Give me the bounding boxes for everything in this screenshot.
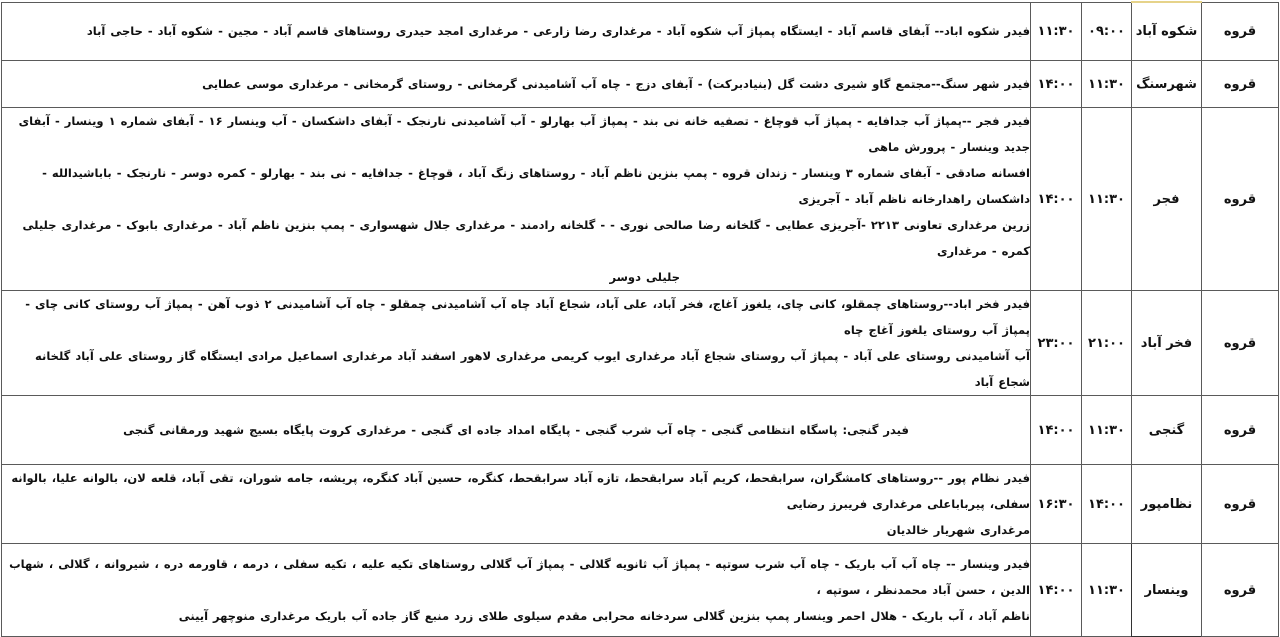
affected-areas-cell [2, 544, 1031, 637]
desc-line: مرغداری شهریار خالدیان [886, 523, 1030, 537]
desc-line: فیدر گنجی: پاسگاه انتظامی گنجی - چاه آب شرب گنجی - پایگاه امداد جاده ای گنجی - مرغداری کروت پایگاه بسیج شهید ورمقانی گنجی [123, 423, 909, 437]
affected-areas-cell [2, 2, 1031, 61]
city-cell: قروه [1202, 61, 1279, 108]
end-time-cell: ۱۴:۰۰ [1031, 396, 1082, 465]
end-time-cell: ۲۳:۰۰ [1031, 291, 1082, 396]
table-row [2, 108, 1279, 291]
area-cell: نظامپور [1132, 465, 1202, 544]
area-cell: فخر آباد [1132, 291, 1202, 396]
desc-line: ناظم آباد ، آب باریک - هلال احمر وینسار پمپ بنزین گلالی سردخانه محرابی مقدم سیلوی طلای زرد منبع گاز جاده آب باریک مرغداری منوچهر آیینی [178, 609, 1030, 623]
start-time-cell: ۲۱:۰۰ [1082, 291, 1132, 396]
city-cell: قروه [1202, 291, 1279, 396]
table-row [2, 396, 1279, 465]
area-cell: شکوه آباد [1132, 2, 1202, 61]
city-cell: قروه [1202, 396, 1279, 465]
desc-line: زرین مرغداری تعاونی ۲۲۱۳ -آجریزی عطایی - گلخانه رضا صالحی نوری - - گلخانه رادمند - مرغداری جلال شهسواری - پمپ بنزین ناظم آباد - مرغداری بابوک - مرغداری جلیلی کمره - مرغداری [22, 218, 1030, 258]
desc-line: فیدر فجر --پمپاژ آب جدافایه - پمپاژ آب قوچاغ - تصفیه خانه نی بند - پمپاژ آب بهارلو - آب آشامیدنی نارنجک - آبفای داشکسان - آب وینسار ۱۶ - آبفای شماره ۱ وینسار - آبفای جدید وینسار - پرورش ماهی [18, 114, 1030, 154]
city-cell: قروه [1202, 108, 1279, 291]
end-time-cell: ۱۴:۰۰ [1031, 108, 1082, 291]
end-time-cell: ۱۱:۳۰ [1031, 2, 1082, 61]
start-time-cell: ۱۱:۳۰ [1082, 396, 1132, 465]
area-cell: شهرسنگ [1132, 61, 1202, 108]
desc-line: فیدر شهر سنگ--مجتمع گاو شیری دشت گل (بنیادبرکت) - آبفای دزج - چاه آب آشامیدنی گرمخانی - روستای گرمخانی - مرغداری موسی عطایی [202, 77, 1030, 91]
outage-schedule-table [1, 1, 1279, 637]
desc-line: آب آشامیدنی روستای علی آباد - پمپاژ آب روستای شجاع آباد مرغداری ایوب کریمی مرغداری لاهور اسفند آباد مرغداری اسماعیل مرادی ایستگاه گاز روستای علی آباد گلخانه شجاع آباد [35, 349, 1030, 389]
desc-line: فیدر فخر اباد--روستاهای چمقلو، کانی چای، یلغوز آغاج، فخر آباد، علی آباد، شجاع آباد چاه آب آشامیدنی چمقلو - چاه آب آشامیدنی ۲ ذوب آهن - پمپاژ آب روستای کانی چای - پمپاژ آب روستای یلغوز آغاج چاه [25, 297, 1030, 337]
affected-areas-cell [2, 396, 1031, 465]
affected-areas-cell [2, 61, 1031, 108]
affected-areas-cell [2, 108, 1031, 291]
end-time-cell: ۱۴:۰۰ [1031, 61, 1082, 108]
city-cell: قروه [1202, 544, 1279, 637]
start-time-cell: ۰۹:۰۰ [1082, 2, 1132, 61]
affected-areas-cell [2, 465, 1031, 544]
desc-line: جلیلی دوسر [609, 270, 680, 284]
desc-line: فیدر نظام پور --روستاهای کامشگران، سرابقحط، کریم آباد سرابقحط، تازه آباد سرابقحط، کنگره، حسین آباد کنگره، پریشه، جامه شوران، تقی آباد، قلعه لان، بالوانه علیا، بالوانه سفلی، پیرباباعلی مرغداری فریبرز رضایی [11, 471, 1030, 511]
start-time-cell: ۱۱:۳۰ [1082, 108, 1132, 291]
start-time-cell: ۱۴:۰۰ [1082, 465, 1132, 544]
desc-line: فیدر شکوه اباد-- آبفای قاسم آباد - ایستگاه پمپاژ آب شکوه آباد - مرغداری رضا زارعی - مرغداری امجد حیدری روستاهای قاسم آباد - مجین - شکوه آباد - حاجی آباد [86, 24, 1030, 39]
city-cell: قروه [1202, 465, 1279, 544]
area-cell: فجر [1132, 108, 1202, 291]
table-row [2, 61, 1279, 108]
start-time-cell: ۱۱:۳۰ [1082, 61, 1132, 108]
desc-line: فیدر وینسار -- چاه آب آب باریک - چاه آب شرب سوتپه - پمپاژ آب ثانویه گلالی - پمپاژ آب گلالی روستاهای تکیه علیه ، تکیه سفلی ، درمه ، قاورمه دره ، شیروانه ، گلالی ، شهاب الدین ، حسن آباد محمدنظر ، سوتپه ، [9, 557, 1030, 597]
table-row [2, 2, 1279, 61]
desc-line: افسانه صادقی - آبفای شماره ۳ وینسار - زندان قروه - پمپ بنزین ناظم آباد - روستاهای زنگ آباد ، قوچاغ - جدافایه - نی بند - بهارلو - کمره دوسر - نارنجک - باباشیدالله - داشکسان راهدارخانه ناظم آباد - آجریزی [42, 166, 1030, 206]
city-cell: قروه [1202, 2, 1279, 61]
table-row [2, 291, 1279, 396]
start-time-cell: ۱۱:۳۰ [1082, 544, 1132, 637]
end-time-cell: ۱۴:۰۰ [1031, 544, 1082, 637]
area-cell: گنجی [1132, 396, 1202, 465]
area-cell: وینسار [1132, 544, 1202, 637]
end-time-cell: ۱۶:۳۰ [1031, 465, 1082, 544]
affected-areas-cell [2, 291, 1031, 396]
table-row [2, 465, 1279, 544]
table-row [2, 544, 1279, 637]
